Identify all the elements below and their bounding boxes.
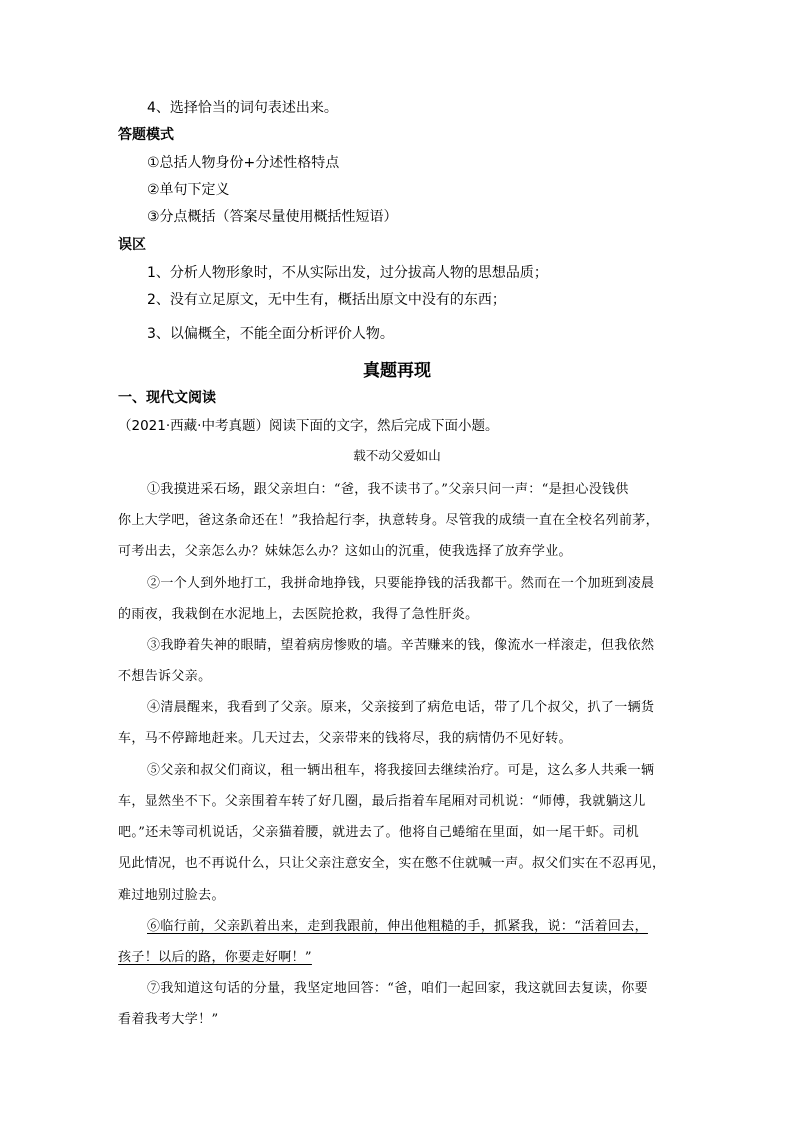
article-line: 不想告诉父亲。 xyxy=(118,669,212,684)
answer-mode-3: ③分点概括（答案尽量使用概括性短语） xyxy=(147,209,398,225)
article-line: 吧。”还未等司机说话，父亲猫着腰，就进去了。他将自己蜷缩在里面，如一尾干虾。司机 xyxy=(118,825,640,840)
article-line: 你上大学吧，爸这条命还在！”我拾起行李，执意转身。尽管我的成绩一直在全校名列前茅， xyxy=(118,513,659,528)
article-line: ⑤父亲和叔父们商议，租一辆出租车，将我接回去继续治疗。可是，这么多人共乘一辆 xyxy=(147,763,655,778)
article-title: 载不动父爱如山 xyxy=(353,448,441,463)
article-line: ③我睁着失神的眼睛，望着病房惨败的墙。辛苦赚来的钱，像流水一样滚走，但我依然 xyxy=(147,638,655,653)
article-line: 的雨夜，我栽倒在水泥地上，去医院抢救，我得了急性肝炎。 xyxy=(118,607,479,622)
article-line: 见此情况，也不再说什么，只让父亲注意安全，实在憋不住就喊一声。叔父们实在不忍再见， xyxy=(118,856,666,871)
article-line: 难过地别过脸去。 xyxy=(118,888,225,903)
mistakes-heading: 误区 xyxy=(118,237,146,253)
mistake-3: 3、以偏概全，不能全面分析评价人物。 xyxy=(147,326,394,342)
article-line: 车，显然坐不下。父亲围着车转了好几圈，最后指着车尾厢对司机说：“师傅，我就躺这儿 xyxy=(118,794,646,809)
part-heading: 一、现代文阅读 xyxy=(118,390,216,406)
article-line: 可考出去，父亲怎么办？妹妹怎么办？这如山的沉重，使我选择了放弃学业。 xyxy=(118,544,572,559)
underlined-line: 孩子！以后的路，你要走好啊！” xyxy=(118,950,312,965)
underlined-line: ⑥临行前，父亲趴着出来，走到我跟前，伸出他粗糙的手，抓紧我，说：“活着回去， xyxy=(147,919,648,934)
mistake-1: 1、分析人物形象时，不从实际出发，过分拔高人物的思想品质； xyxy=(147,265,548,281)
section-title: 真题再现 xyxy=(363,361,431,381)
article-line: 车，马不停蹄地赶来。几天过去，父亲带来的钱将尽，我的病情仍不见好转。 xyxy=(118,731,572,746)
article-line: ⑦我知道这句话的分量，我坚定地回答：“爸，咱们一起回家，我这就回去复读，你要 xyxy=(147,981,648,996)
article-line: ①我摸进采石场，跟父亲坦白：“爸，我不读书了。”父亲只问一声：“是担心没钱供 xyxy=(147,482,629,497)
mistake-2: 2、没有立足原文，无中生有，概括出原文中没有的东西； xyxy=(147,292,506,308)
article-line: 看着我考大学！” xyxy=(118,1012,219,1027)
source-line: （2021·西藏·中考真题）阅读下面的文字，然后完成下面小题。 xyxy=(118,418,499,434)
answer-mode-2: ②单句下定义 xyxy=(147,182,230,198)
article-line: ④清晨醒来，我看到了父亲。原来，父亲接到了病危电话，带了几个叔父，扒了一辆货 xyxy=(147,700,655,715)
answer-mode-1: ①总括人物身份+分述性格特点 xyxy=(147,155,340,171)
article-line: ②一个人到外地打工，我拼命地挣钱，只要能挣钱的活我都干。然而在一个加班到凌晨 xyxy=(147,576,655,591)
answer-mode-heading: 答题模式 xyxy=(118,127,174,143)
list-item-4: 4、选择恰当的词句表述出来。 xyxy=(147,100,338,116)
